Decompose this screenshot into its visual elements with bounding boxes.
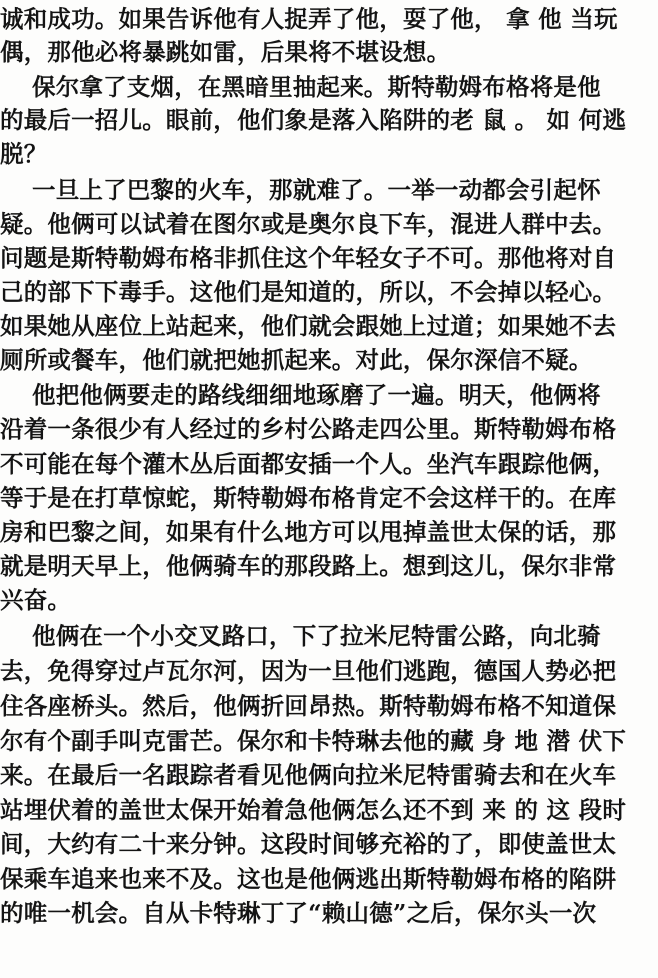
text-line: 问题是斯特勒姆布格非抓住这个年轻女子不可。那他将对自 <box>0 244 617 272</box>
text-line: 疑。他俩可以试着在图尔或是奥尔良下车，混进人群中去。 <box>0 210 617 238</box>
text-line: 间，大约有二十来分钟。这段时间够充裕的了，即使盖世太 <box>0 830 617 858</box>
text-line: 兴奋。 <box>0 586 72 614</box>
text-line: 己的部下下毒手。这他们是知道的，所以，不会掉以轻心。 <box>0 278 617 306</box>
text-line: 保尔拿了支烟，在黑暗里抽起来。斯特勒姆布格将是他 <box>32 73 601 101</box>
text-line: 的最后一招儿。眼前，他们象是落入陷阱的老 鼠 。 如 何逃 <box>0 106 627 134</box>
text-line: 一旦上了巴黎的火车，那就难了。一举一动都会引起怀 <box>32 176 601 204</box>
text-line: 尔有个副手叫克雷芒。保尔和卡特琳去他的藏 身 地 潜 伏下 <box>0 727 627 755</box>
text-line: 房和巴黎之间，如果有什么地方可以甩掉盖世太保的话，那 <box>0 518 617 546</box>
text-line: 如果她从座位上站起来，他们就会跟她上过道；如果她不去 <box>0 312 617 340</box>
text-line: 偶，那他必将暴跳如雷，后果将不堪设想。 <box>0 38 451 66</box>
text-line: 诚和成功。如果告诉他有人捉弄了他，耍了他， 拿 他 当玩 <box>0 5 618 33</box>
text-line: 他把他俩要走的路线细细地琢磨了一遍。明天，他俩将 <box>32 381 601 409</box>
text-line: 脱？ <box>0 140 48 168</box>
text-line: 的唯一机会。自从卡特琳丁了“赖山德”之后，保尔头一次 <box>0 899 597 927</box>
text-line: 沿着一条很少有人经过的乡村公路走四公里。斯特勒姆布格 <box>0 415 617 443</box>
text-line: 厕所或餐车，他们就把她抓起来。对此，保尔深信不疑。 <box>0 346 593 374</box>
text-line: 不可能在每个灌木丛后面都安插一个人。坐汽车跟踪他俩， <box>0 450 617 478</box>
text-line: 保乘车追来也来不及。这也是他俩逃出斯特勒姆布格的陷阱 <box>0 865 617 893</box>
text-line: 他俩在一个小交叉路口，下了拉米尼特雷公路，向北骑 <box>32 622 601 650</box>
text-line: 住各座桥头。然后，他俩折回昂热。斯特勒姆布格不知道保 <box>0 692 617 720</box>
text-line: 来。在最后一名跟踪者看见他俩向拉米尼特雷骑去和在火车 <box>0 761 617 789</box>
text-line: 站埋伏着的盖世太保开始着急他俩怎么还不到 来 的 这 段时 <box>0 796 627 824</box>
text-line: 就是明天早上，他俩骑车的那段路上。想到这儿，保尔非常 <box>0 552 617 580</box>
text-line: 等于是在打草惊蛇，斯特勒姆布格肯定不会这样干的。在库 <box>0 484 617 512</box>
text-line: 去，免得穿过卢瓦尔河，因为一旦他们逃跑，德国人势必把 <box>0 657 617 685</box>
